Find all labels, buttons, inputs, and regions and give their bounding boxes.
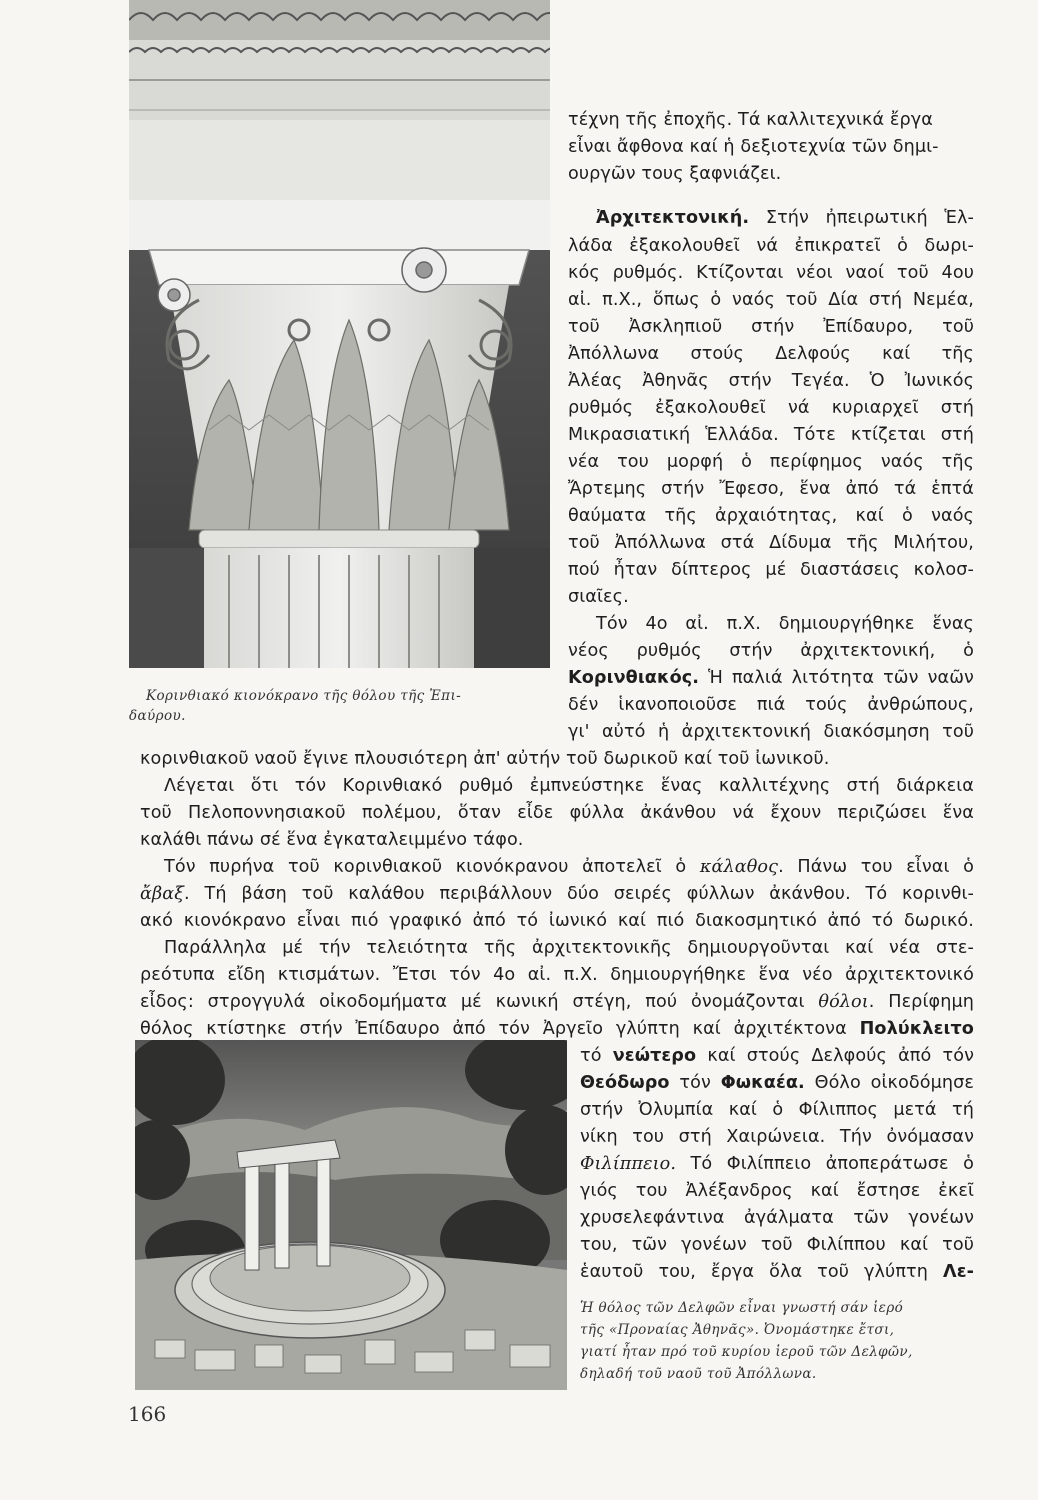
body-line: στήν Ὀλυμπία καί ὁ Φίλιππος μετά τή — [580, 1100, 974, 1120]
body-line: εἶναι ἄφθονα καί ἡ δεξιοτεχνία τῶν δημι- — [568, 137, 939, 157]
term-abax: ἄβαξ — [140, 884, 185, 904]
body-line: νέα του μορφή ὁ περίφημος ναός τῆς — [568, 452, 974, 472]
figure2-caption-line1: Ἡ θόλος τῶν Δελφῶν εἶναι γνωστή σάν ἱερό — [580, 1300, 904, 1316]
body-line: θαύματα τῆς ἀρχαιότητας, καί ὁ ναός — [568, 506, 974, 526]
body-line: τέχνη τῆς ἐποχῆς. Τά καλλιτεχνικά ἔργα — [568, 110, 933, 130]
body-line: Φιλίππειο. Τό Φιλίππειο ἀποπεράτωσε ὁ — [580, 1154, 974, 1174]
figure2-caption-line3: γιατί ἦταν πρό τοῦ κυρίου ἱεροῦ τῶν Δελφῶν, — [580, 1344, 913, 1360]
body-line: τοῦ Ἀσκληπιοῦ στήν Ἐπίδαυρο, τοῦ — [568, 317, 974, 337]
figure2-caption-line4: δηλαδή τοῦ ναοῦ τοῦ Ἀπόλλωνα. — [580, 1366, 817, 1382]
corinthian-intro-line: Κορινθιακός. Ἡ παλιά λιτότητα τῶν ναῶν — [568, 668, 974, 688]
body-line: νίκη του στή Χαιρώνεια. Τήν ὀνόμασαν — [580, 1127, 974, 1147]
body-line: ρεότυπα εἴδη κτισμάτων. Ἔτσι τόν 4ο αἰ. π.Χ. δημιουργήθηκε ἕνα νέο ἀρχιτεκτονικό — [140, 965, 974, 985]
body-line: νέος ρυθμός στήν ἀρχιτεκτονική, ὁ — [568, 641, 974, 661]
section-heading-architecture: Ἀρχιτεκτονική. — [596, 208, 750, 228]
body-line: ουργῶν τους ξαφνιάζει. — [568, 164, 782, 184]
body-line: ἄβαξ. Τή βάση τοῦ καλάθου περιβάλλουν δύο σειρές φύλλων ἀκάνθου. Τό κορινθι- — [140, 884, 974, 904]
body-line: Ἄρτεμης στήν Ἔφεσο, ἕνα ἀπό τά ἑπτά — [568, 479, 974, 499]
body-line: δέν ἱκανοποιοῦσε πιά τούς ἀνθρώπους, — [568, 695, 974, 715]
figure1-caption-line2: δαύρου. — [129, 708, 186, 724]
section-architecture-line: Ἀρχιτεκτονική. Στήν ἠπειρωτική Ἑλ- — [596, 208, 974, 228]
figure1-caption-line1: Κορινθιακό κιονόκρανο τῆς θόλου τῆς Ἐπι- — [146, 688, 462, 704]
term-kalathos: κάλαθος — [699, 857, 779, 877]
body-line: ακό κιονόκρανο εἶναι πιό γραφικό ἀπό τό ἰωνικό καί πιό διακοσμητικό ἀπό τό δωρικό. — [140, 911, 974, 931]
term-corinthian: Κορινθιακός. — [568, 668, 700, 688]
body-line: τοῦ Πελοποννησιακοῦ πολέμου, ὅταν εἶδε φύλλα ἀκάνθου νά ἔχουν περιζώσει ἕνα — [140, 803, 974, 823]
body-line: Τόν 4ο αἰ. π.Χ. δημιουργήθηκε ἕνας — [596, 614, 974, 634]
page-number: 166 — [128, 1402, 167, 1426]
body-line: Θεόδωρο τόν Φωκαέα. Θόλο οἰκοδόμησε — [580, 1073, 974, 1093]
body-line: Τόν πυρήνα τοῦ κορινθιακοῦ κιονόκρανου ἀποτελεῖ ὁ κάλαθος. Πάνω του εἶναι ὁ — [164, 857, 974, 877]
delphi-tholos-photo — [135, 1040, 567, 1390]
body-line: σιαῖες. — [568, 587, 629, 607]
term-tholoi: θόλοι — [818, 992, 869, 1012]
body-line: καλάθι πάνω σέ ἕνα ἐγκαταλειμμένο τάφο. — [140, 830, 524, 850]
figure2-caption-line2: τῆς «Προναίας Ἀθηνᾶς». Ὀνομάστηκε ἔτσι, — [580, 1322, 895, 1338]
body-line: τό νεώτερο καί στούς Δελφούς ἀπό τόν — [580, 1046, 975, 1066]
corinthian-capital-photo — [129, 0, 550, 668]
body-line: Μικρασιατική Ἑλλάδα. Τότε κτίζεται στή — [568, 425, 974, 445]
name-leochares-start: Λε- — [942, 1262, 974, 1282]
name-phokaea: Φωκαέα. — [720, 1073, 805, 1093]
body-line: χρυσελεφάντινα ἀγάλματα τῶν γονέων — [580, 1208, 974, 1228]
body-line: του, τῶν γονέων τοῦ Φιλίππου καί τοῦ — [580, 1235, 974, 1255]
body-line: ρυθμός ἐξακολουθεῖ νά κυριαρχεῖ στή — [568, 398, 974, 418]
body-line: κός ρυθμός. Κτίζονται νέοι ναοί τοῦ 4ου — [568, 263, 974, 283]
body-line: τοῦ Ἀπόλλωνα στά Δίδυμα τῆς Μιλήτου, — [568, 533, 974, 553]
body-line: πού ἦταν δίπτερος μέ διαστάσεις κολοσ- — [568, 560, 974, 580]
body-line: γι' αὐτό ἡ ἀρχιτεκτονική διακόσμηση τοῦ — [568, 722, 974, 742]
body-line: γιός του Ἀλέξανδρος καί ἔστησε ἐκεῖ — [580, 1181, 974, 1201]
name-theodoros: Θεόδωρο — [580, 1073, 670, 1093]
name-polykleitos: Πολύκλειτο — [859, 1019, 974, 1039]
body-line: Ἀπόλλωνα στούς Δελφούς καί τῆς — [568, 344, 974, 364]
body-line: εἶδος: στρογγυλά οἰκοδομήματα μέ κωνική στέγη, πού ὀνομάζονται θόλοι. Περίφημη — [140, 992, 974, 1012]
body-line: Παράλληλα μέ τήν τελειότητα τῆς ἀρχιτεκτονικῆς δημιουργοῦνται καί νέα στε- — [164, 938, 974, 958]
body-line: αἰ. π.Χ., ὅπως ὁ ναός τοῦ Δία στή Νεμέα, — [568, 290, 974, 310]
body-line: ἑαυτοῦ του, ἔργα ὅλα τοῦ γλύπτη Λε- — [580, 1262, 974, 1282]
body-line: θόλος κτίστηκε στήν Ἐπίδαυρο ἀπό τόν Ἀργεῖο γλύπτη καί ἀρχιτέκτονα Πολύκλειτο — [140, 1019, 974, 1039]
term-younger: νεώτερο — [612, 1046, 697, 1066]
body-line: κορινθιακοῦ ναοῦ ἔγινε πλουσιότερη ἀπ' αὐτήν τοῦ δωρικοῦ καί τοῦ ἰωνικοῦ. — [140, 749, 830, 769]
term-philippeion: Φιλίππειο. — [580, 1154, 677, 1174]
body-line: Λέγεται ὅτι τόν Κορινθιακό ρυθμό ἐμπνεύστηκε ἕνας καλλιτέχνης στή διάρκεια — [164, 776, 974, 796]
body-line: λάδα ἐξακολουθεῖ νά ἐπικρατεῖ ὁ δωρι- — [568, 236, 974, 256]
body-line: Ἀλέας Ἀθηνᾶς στήν Τεγέα. Ὁ Ἰωνικός — [568, 371, 974, 391]
